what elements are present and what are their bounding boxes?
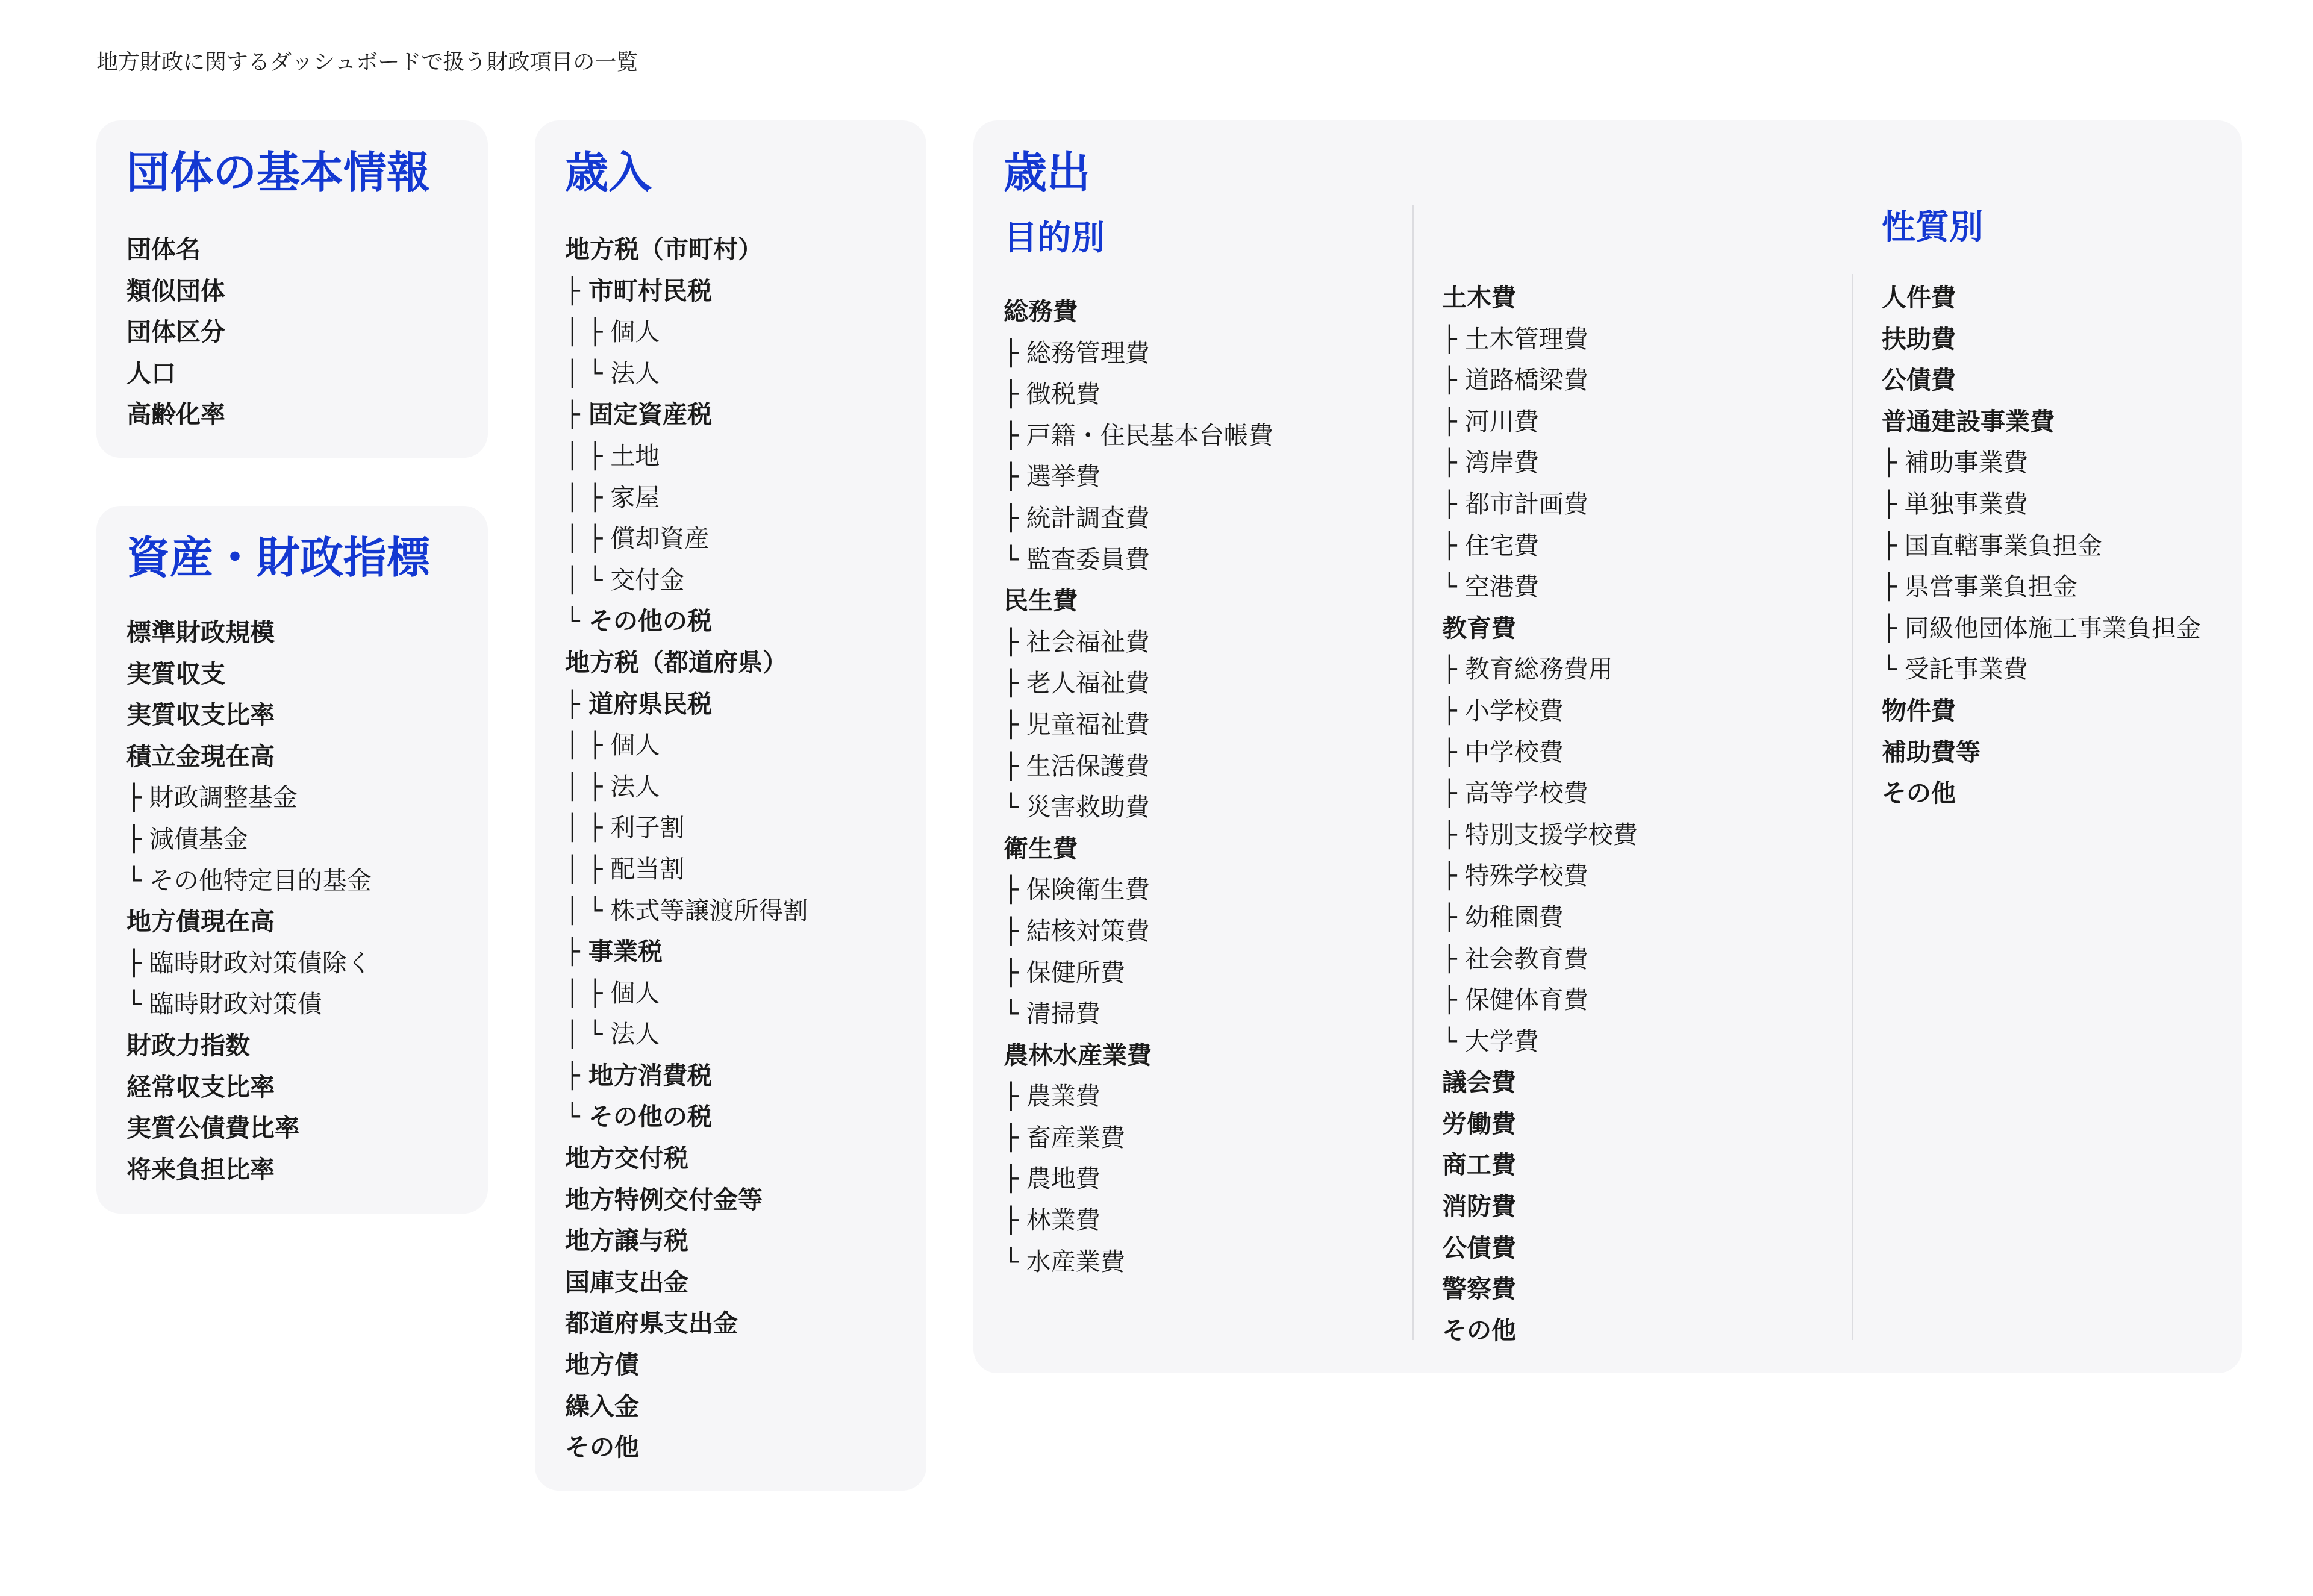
list-item: ├ 戸籍・住民基本台帳費 bbox=[1004, 420, 1273, 450]
list-item: │ └ 法人 bbox=[565, 1020, 660, 1049]
list-item: │ ├ 個人 bbox=[565, 978, 660, 1008]
list-item: 実質収支比率 bbox=[126, 700, 275, 730]
list-item: 議会費 bbox=[1442, 1068, 1516, 1097]
list-item: ├ 固定資産税 bbox=[565, 400, 712, 429]
list-item: └ 臨時財政対策債 bbox=[126, 990, 322, 1019]
column-divider-2 bbox=[1852, 274, 1853, 1340]
list-item: ├ 選挙費 bbox=[1004, 462, 1100, 491]
list-item: │ ├ 償却資産 bbox=[565, 524, 710, 553]
list-item: 地方債 bbox=[565, 1350, 639, 1380]
list-item: ├ 特別支援学校費 bbox=[1442, 820, 1638, 849]
list-item: ├ 老人福祉費 bbox=[1004, 669, 1150, 698]
list-item: ├ 同級他団体施工事業負担金 bbox=[1882, 613, 2201, 643]
list-item: ├ 保健所費 bbox=[1004, 958, 1125, 987]
list-item: ├ 児童福祉費 bbox=[1004, 709, 1150, 739]
list-item: 地方税（都道府県） bbox=[565, 647, 787, 677]
list-item: ├ 総務管理費 bbox=[1004, 338, 1150, 367]
list-item: 扶助費 bbox=[1882, 324, 1956, 354]
list-item: 実質収支 bbox=[126, 659, 225, 688]
list-item: ├ 財政調整基金 bbox=[126, 783, 298, 812]
list-item: ├ 社会福祉費 bbox=[1004, 627, 1150, 656]
indicators-title: 資産・財政指標 bbox=[126, 532, 431, 583]
list-item: 物件費 bbox=[1882, 696, 1956, 725]
list-item: ├ 統計調査費 bbox=[1004, 503, 1150, 532]
revenue-list bbox=[565, 229, 808, 1468]
list-item: その他 bbox=[1442, 1315, 1516, 1345]
list-item: ├ 住宅費 bbox=[1442, 531, 1539, 560]
list-item: └ 水産業費 bbox=[1004, 1247, 1125, 1276]
list-item: ├ 中学校費 bbox=[1442, 737, 1564, 767]
list-item: │ ├ 個人 bbox=[565, 731, 660, 760]
list-item: └ その他特定目的基金 bbox=[126, 865, 372, 895]
purpose-subtitle: 目的別 bbox=[1004, 219, 1105, 258]
list-item: └ その他の税 bbox=[565, 1102, 712, 1132]
list-item: 公債費 bbox=[1442, 1233, 1516, 1262]
basic-info-card bbox=[96, 120, 488, 458]
list-item: 総務費 bbox=[1004, 297, 1078, 326]
list-item: 団体区分 bbox=[126, 317, 225, 347]
revenue-title: 歳入 bbox=[565, 147, 652, 198]
list-item: ├ 結核対策費 bbox=[1004, 916, 1150, 946]
list-item: ├ 事業税 bbox=[565, 937, 663, 967]
list-item: 地方譲与税 bbox=[565, 1226, 688, 1256]
list-item: └ 災害救助費 bbox=[1004, 793, 1150, 822]
list-item: 労働費 bbox=[1442, 1109, 1516, 1138]
list-item: 地方税（市町村） bbox=[565, 235, 763, 264]
list-item: 農林水産業費 bbox=[1004, 1040, 1152, 1070]
list-item: ├ 臨時財政対策債除く bbox=[126, 948, 372, 977]
list-item: その他 bbox=[1882, 779, 1956, 808]
column-divider-1 bbox=[1412, 205, 1414, 1340]
purpose-list-col2 bbox=[1442, 277, 1638, 1351]
purpose-list-col1 bbox=[1004, 291, 1273, 1282]
list-item: 衛生費 bbox=[1004, 834, 1078, 863]
list-item: ├ 都市計画費 bbox=[1442, 489, 1588, 519]
list-item: └ 大学費 bbox=[1442, 1026, 1539, 1056]
list-item: 経常収支比率 bbox=[126, 1072, 275, 1102]
expenditure-card bbox=[973, 120, 2242, 1373]
list-item: ├ 林業費 bbox=[1004, 1206, 1100, 1235]
indicators-card bbox=[96, 506, 488, 1214]
list-item: 高齢化率 bbox=[126, 400, 225, 429]
list-item: 積立金現在高 bbox=[126, 741, 275, 771]
list-item: 消防費 bbox=[1442, 1192, 1516, 1221]
list-item: │ └ 法人 bbox=[565, 358, 660, 388]
list-item: ├ 特殊学校費 bbox=[1442, 861, 1588, 891]
list-item: ├ 道路橋梁費 bbox=[1442, 366, 1588, 395]
list-item: ├ 減債基金 bbox=[126, 824, 248, 853]
list-item: ├ 保健体育費 bbox=[1442, 985, 1588, 1015]
list-item: └ 清掃費 bbox=[1004, 999, 1100, 1029]
list-item: 財政力指数 bbox=[126, 1030, 250, 1060]
list-item: │ ├ 利子割 bbox=[565, 813, 685, 843]
list-item: ├ 地方消費税 bbox=[565, 1061, 712, 1090]
list-item: │ ├ 法人 bbox=[565, 772, 660, 801]
list-item: 教育費 bbox=[1442, 613, 1516, 643]
list-item: 人口 bbox=[126, 358, 176, 388]
list-item: ├ 単独事業費 bbox=[1882, 489, 2028, 519]
list-item: ├ 小学校費 bbox=[1442, 696, 1564, 725]
list-item: 地方特例交付金等 bbox=[565, 1185, 763, 1214]
list-item: 商工費 bbox=[1442, 1150, 1516, 1180]
list-item: 類似団体 bbox=[126, 276, 225, 305]
list-item: └ その他の税 bbox=[565, 606, 712, 636]
revenue-card bbox=[535, 120, 926, 1491]
list-item: 標準財政規模 bbox=[126, 618, 275, 647]
list-item: 都道府県支出金 bbox=[565, 1309, 738, 1338]
page-title: 地方財政に関するダッシュボードで扱う財政項目の一覧 bbox=[96, 50, 638, 75]
list-item: ├ 社会教育費 bbox=[1442, 944, 1588, 973]
basic-info-title: 団体の基本情報 bbox=[126, 147, 431, 198]
list-item: 公債費 bbox=[1882, 366, 1956, 395]
list-item: ├ 畜産業費 bbox=[1004, 1123, 1125, 1152]
list-item: ├ 補助事業費 bbox=[1882, 448, 2028, 478]
list-item: └ 監査委員費 bbox=[1004, 544, 1150, 574]
list-item: │ └ 株式等譲渡所得割 bbox=[565, 896, 808, 925]
list-item: ├ 幼稚園費 bbox=[1442, 902, 1564, 932]
list-item: 土木費 bbox=[1442, 283, 1516, 312]
list-item: ├ 高等学校費 bbox=[1442, 779, 1588, 808]
list-item: 実質公債費比率 bbox=[126, 1114, 299, 1143]
list-item: 警察費 bbox=[1442, 1274, 1516, 1304]
list-item: ├ 市町村民税 bbox=[565, 276, 712, 305]
list-item: ├ 徴税費 bbox=[1004, 379, 1100, 409]
list-item: 民生費 bbox=[1004, 586, 1078, 616]
list-item: ├ 県営事業負担金 bbox=[1882, 572, 2077, 602]
list-item: 人件費 bbox=[1882, 283, 1956, 312]
list-item: │ └ 交付金 bbox=[565, 565, 685, 594]
list-item: ├ 土木管理費 bbox=[1442, 324, 1588, 354]
list-item: ├ 教育総務費用 bbox=[1442, 655, 1613, 684]
list-item: 将来負担比率 bbox=[126, 1155, 275, 1184]
list-item: │ ├ 個人 bbox=[565, 317, 660, 347]
list-item: 普通建設事業費 bbox=[1882, 407, 2055, 436]
expenditure-title: 歳出 bbox=[1004, 147, 1091, 198]
list-item: その他 bbox=[565, 1433, 639, 1462]
list-item: ├ 生活保護費 bbox=[1004, 751, 1150, 781]
list-item: 地方債現在高 bbox=[126, 907, 275, 937]
list-item: 地方交付税 bbox=[565, 1144, 688, 1173]
list-item: 団体名 bbox=[126, 235, 201, 264]
list-item: 繰入金 bbox=[565, 1391, 639, 1421]
list-item: ├ 国直轄事業負担金 bbox=[1882, 531, 2102, 560]
list-item: │ ├ 土地 bbox=[565, 441, 660, 470]
list-item: ├ 道府県民税 bbox=[565, 689, 712, 719]
list-item: │ ├ 配当割 bbox=[565, 854, 685, 884]
list-item: └ 受託事業費 bbox=[1882, 655, 2028, 684]
list-item: 補助費等 bbox=[1882, 737, 1981, 767]
nature-subtitle: 性質別 bbox=[1882, 208, 1983, 247]
list-item: └ 空港費 bbox=[1442, 572, 1539, 602]
list-item: ├ 湾岸費 bbox=[1442, 448, 1539, 478]
list-item: ├ 農地費 bbox=[1004, 1164, 1100, 1194]
list-item: 国庫支出金 bbox=[565, 1267, 688, 1297]
list-item: ├ 農業費 bbox=[1004, 1082, 1100, 1111]
list-item: ├ 保険衛生費 bbox=[1004, 875, 1150, 905]
list-item: ├ 河川費 bbox=[1442, 407, 1539, 436]
nature-list bbox=[1882, 277, 2201, 814]
indicators-list bbox=[126, 612, 372, 1190]
list-item: │ ├ 家屋 bbox=[565, 482, 660, 512]
basic-info-list bbox=[126, 229, 225, 435]
